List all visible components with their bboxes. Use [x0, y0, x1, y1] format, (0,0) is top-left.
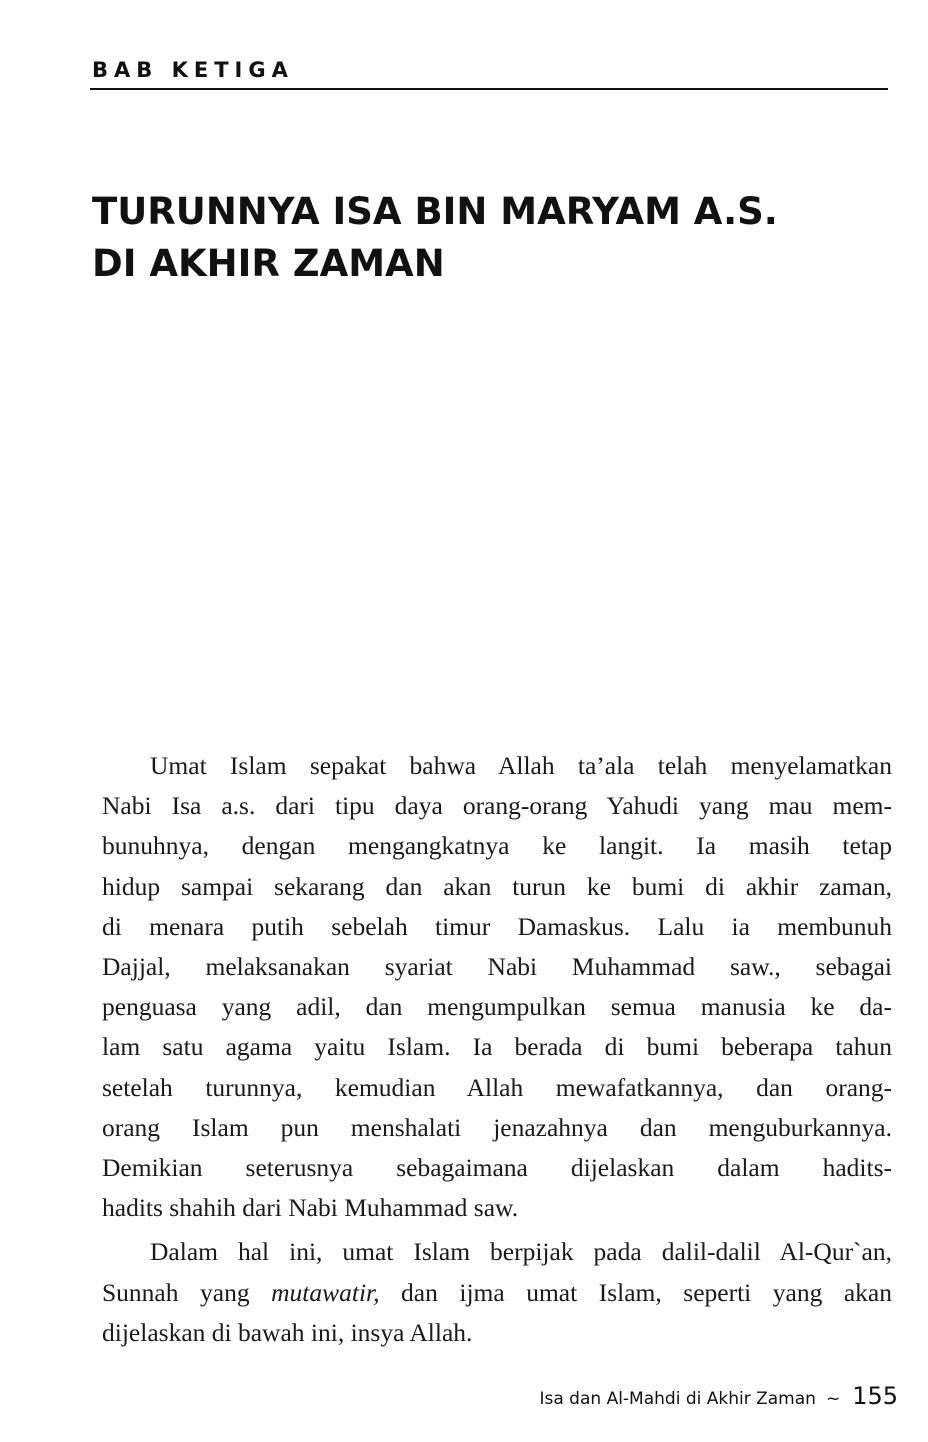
running-footer [420, 1382, 898, 1410]
text-line: hadits shahih dari Nabi Muhammad saw. [102, 1193, 519, 1223]
footer-separator: ~ [825, 1389, 841, 1409]
chapter-title-line-1: TURUNNYA ISA BIN MARYAM A.S. [92, 190, 778, 233]
text-fragment: dan ijma umat Islam, seperti yang akan [379, 1277, 892, 1307]
text-line: Demikian seterusnya sebagaimana dijelaskan dalam hadits- [102, 1153, 892, 1183]
text-line: lam satu agama yaitu Islam. Ia berada di bumi beberapa tahun [102, 1032, 892, 1062]
paragraph-1 [102, 746, 892, 1228]
text-line: penguasa yang adil, dan mengumpulkan semua manusia ke da- [102, 992, 892, 1022]
italic-term: mutawatir, [271, 1277, 380, 1307]
page-number: 155 [852, 1382, 898, 1410]
text-line: dijelaskan di bawah ini, insya Allah. [102, 1317, 473, 1347]
text-line: Dalam hal ini, umat Islam berpijak pada dalil-dalil Al-Qur`an, [150, 1237, 892, 1267]
text-line: hidup sampai sekarang dan akan turun ke bumi di akhir zaman, [102, 871, 892, 901]
chapter-title-line-2: DI AKHIR ZAMAN [92, 242, 445, 285]
text-line: bunuhnya, dengan mengangkatnya ke langit. Ia masih tetap [102, 831, 892, 861]
text-line: Umat Islam sepakat bahwa Allah ta’ala telah menyelamatkan [150, 751, 892, 780]
chapter-title [92, 186, 892, 290]
text-line [102, 1273, 892, 1313]
text-line: Dajjal, melaksanakan syariat Nabi Muhammad saw., sebagai [102, 952, 892, 982]
header-rule [90, 88, 888, 90]
text-line: Nabi Isa a.s. dari tipu daya orang-orang Yahudi yang mau mem- [102, 791, 892, 821]
paragraph-2 [102, 1232, 892, 1353]
body-text [102, 746, 892, 1357]
text-fragment: Sunnah yang [102, 1277, 272, 1307]
chapter-label: BAB KETIGA [92, 58, 294, 82]
text-line: di menara putih sebelah timur Damaskus. Lalu ia membunuh [102, 911, 892, 941]
text-line: setelah turunnya, kemudian Allah mewafatkannya, dan orang- [102, 1072, 892, 1102]
footer-book-title: Isa dan Al-Mahdi di Akhir Zaman [539, 1389, 816, 1409]
text-line: orang Islam pun menshalati jenazahnya dan menguburkannya. [102, 1112, 892, 1142]
